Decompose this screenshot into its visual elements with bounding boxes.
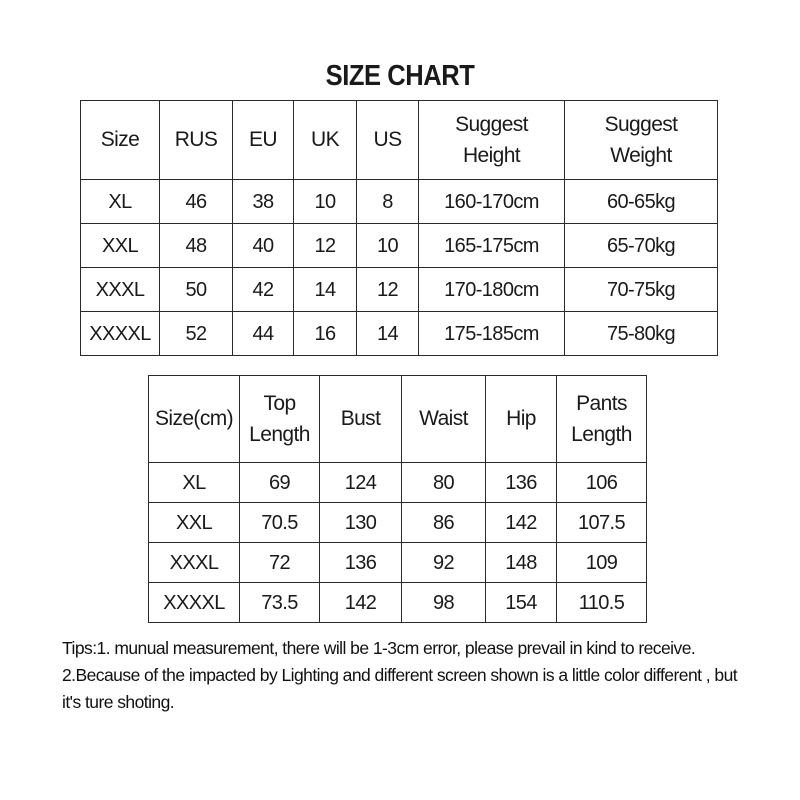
header-cell: RUS	[160, 101, 233, 180]
header-cell: Waist	[402, 376, 486, 463]
table-cell: 86	[402, 503, 486, 543]
table-cell: 52	[160, 312, 233, 356]
header-cell: EU	[233, 101, 294, 180]
table-cell: 10	[294, 180, 357, 224]
size-conversion-table	[80, 100, 718, 356]
table-cell: XXXL	[81, 268, 160, 312]
table-cell: 136	[320, 543, 402, 583]
header-cell: Bust	[320, 376, 402, 463]
table-row	[81, 224, 718, 268]
table-row	[149, 463, 647, 503]
table-row	[81, 312, 718, 356]
table-cell: 60-65kg	[565, 180, 718, 224]
table-cell: 14	[357, 312, 419, 356]
header-cell: Top Length	[240, 376, 320, 463]
table-cell: 8	[357, 180, 419, 224]
page-title: SIZE CHART	[325, 60, 475, 92]
table-cell: XXL	[149, 503, 240, 543]
table-cell: 160-170cm	[419, 180, 565, 224]
header-cell: US	[357, 101, 419, 180]
table-cell: 44	[233, 312, 294, 356]
table-cell: 80	[402, 463, 486, 503]
table-cell: XXXXL	[81, 312, 160, 356]
table-cell: XL	[81, 180, 160, 224]
table-cell: XL	[149, 463, 240, 503]
table-cell: 109	[557, 543, 647, 583]
measurement-table	[148, 375, 647, 623]
table-cell: 110.5	[557, 583, 647, 623]
table-cell: 12	[294, 224, 357, 268]
table-cell: 124	[320, 463, 402, 503]
table-cell: XXL	[81, 224, 160, 268]
table-cell: XXXXL	[149, 583, 240, 623]
table-row	[81, 180, 718, 224]
table-cell: 65-70kg	[565, 224, 718, 268]
table-cell: 12	[357, 268, 419, 312]
table-cell: 136	[486, 463, 557, 503]
table-cell: 175-185cm	[419, 312, 565, 356]
table-cell: 98	[402, 583, 486, 623]
table-cell: 70.5	[240, 503, 320, 543]
table-cell: 165-175cm	[419, 224, 565, 268]
table-cell: 46	[160, 180, 233, 224]
tips-line: Tips:1. munual measurement, there will be 1-3cm error, please prevail in kind to receive.	[62, 638, 696, 658]
header-cell: Suggest Height	[419, 101, 565, 180]
table-cell: 170-180cm	[419, 268, 565, 312]
table-cell: 72	[240, 543, 320, 583]
table-cell: 70-75kg	[565, 268, 718, 312]
table-cell: 10	[357, 224, 419, 268]
table-cell: 38	[233, 180, 294, 224]
table-cell: 40	[233, 224, 294, 268]
table-cell: 142	[320, 583, 402, 623]
table-cell: 92	[402, 543, 486, 583]
table-row	[149, 583, 647, 623]
table-cell: 73.5	[240, 583, 320, 623]
table-row	[81, 268, 718, 312]
table-cell: 142	[486, 503, 557, 543]
table-cell: 42	[233, 268, 294, 312]
table-cell: 14	[294, 268, 357, 312]
header-cell: Suggest Weight	[565, 101, 718, 180]
header-cell: Hip	[486, 376, 557, 463]
table-cell: 154	[486, 583, 557, 623]
tips-line: it's ture shoting.	[62, 692, 175, 712]
header-cell: Size	[81, 101, 160, 180]
table-row	[149, 503, 647, 543]
table-cell: 75-80kg	[565, 312, 718, 356]
header-cell: Size(cm)	[149, 376, 240, 463]
table-cell: 48	[160, 224, 233, 268]
tips-line: 2.Because of the impacted by Lighting and different screen shown is a little color different , but	[62, 665, 738, 685]
table-cell: 50	[160, 268, 233, 312]
table-cell: 69	[240, 463, 320, 503]
table-cell: 16	[294, 312, 357, 356]
table-cell: 148	[486, 543, 557, 583]
table-cell: 107.5	[557, 503, 647, 543]
table-cell: 130	[320, 503, 402, 543]
table-header-row	[149, 376, 647, 463]
table-header-row	[81, 101, 718, 180]
table-cell: XXXL	[149, 543, 240, 583]
tips-note	[62, 635, 782, 716]
table-row	[149, 543, 647, 583]
header-cell: Pants Length	[557, 376, 647, 463]
table-cell: 106	[557, 463, 647, 503]
header-cell: UK	[294, 101, 357, 180]
